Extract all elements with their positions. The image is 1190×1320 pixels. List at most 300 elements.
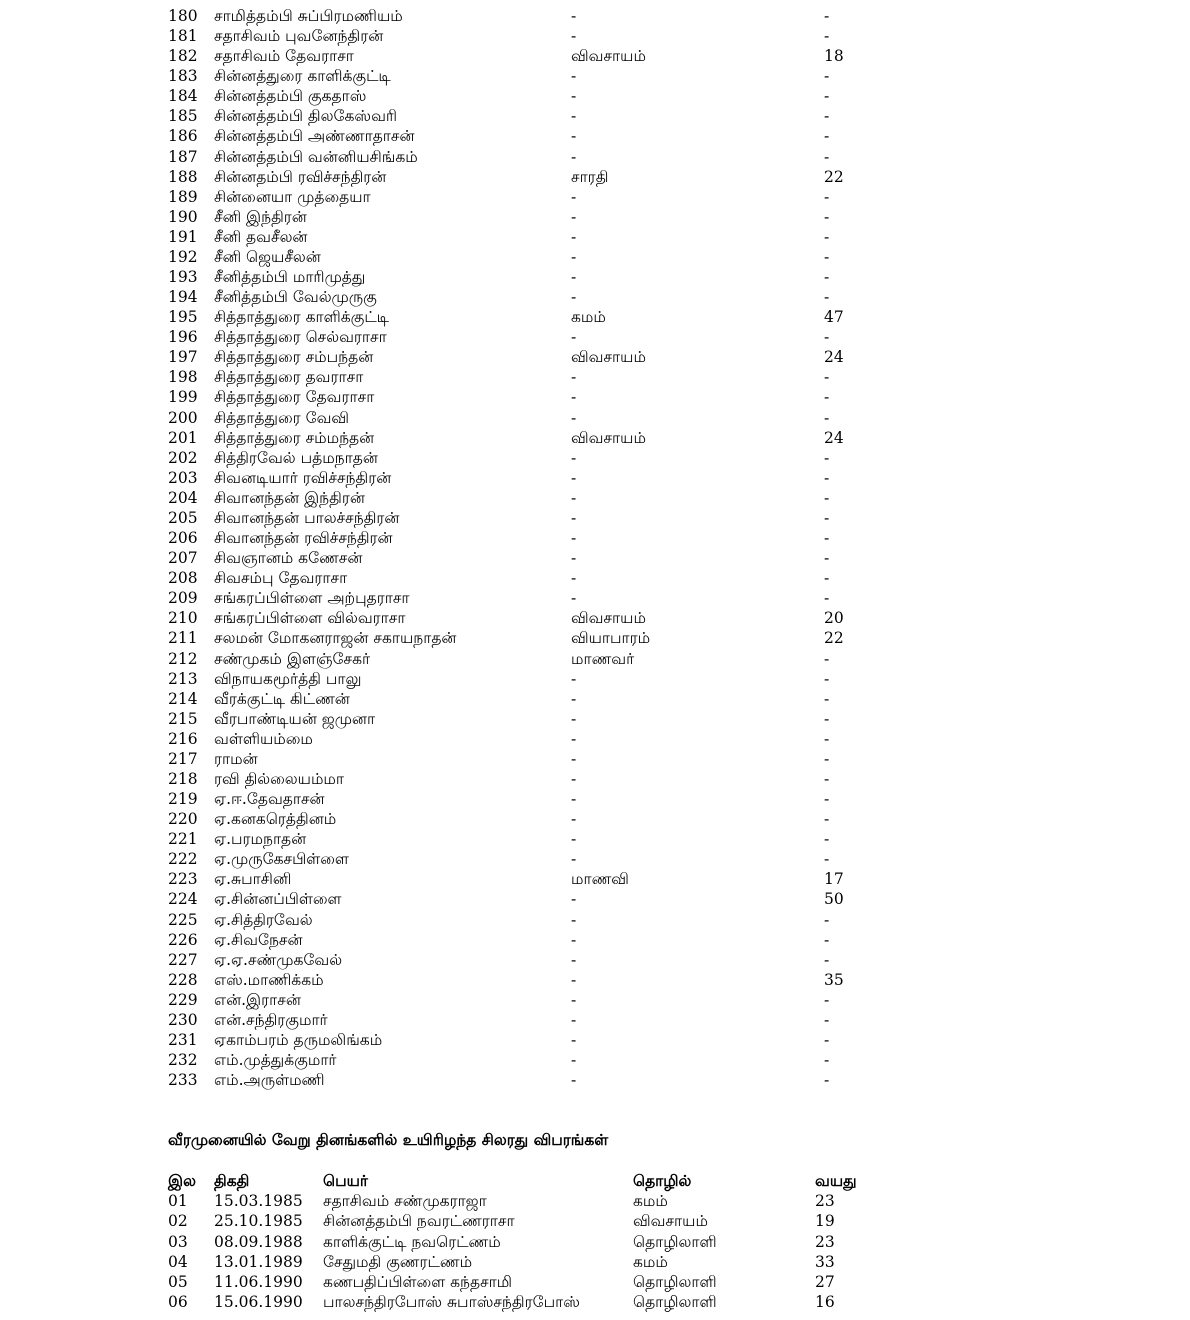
- entry-occupation: -: [571, 288, 577, 307]
- entry-age: -: [824, 669, 830, 688]
- entry-number: 192: [168, 247, 198, 266]
- entry-age: -: [824, 288, 830, 307]
- entry-occupation: -: [571, 689, 577, 708]
- row-age: 27: [815, 1272, 835, 1291]
- entry-occupation: -: [571, 589, 577, 608]
- entry-name: ஏகாம்பரம் தருமலிங்கம்: [214, 1030, 383, 1049]
- entry-name: என்.சந்திரகுமார்: [214, 1010, 328, 1029]
- entry-name: சித்தாத்துரை தேவராசா: [214, 388, 375, 407]
- entry-age: 24: [824, 348, 844, 367]
- entry-age: -: [824, 87, 830, 106]
- list-item: [0, 689, 1190, 709]
- entry-age: -: [824, 769, 830, 788]
- entry-name: ராமன்: [214, 749, 258, 768]
- list-item: [0, 930, 1190, 950]
- entry-age: -: [824, 689, 830, 708]
- row-number: 04: [168, 1252, 188, 1271]
- entry-number: 203: [168, 468, 198, 487]
- table-row: [0, 1272, 1190, 1292]
- list-item: [0, 187, 1190, 207]
- entry-name: சின்னத்தம்பி அண்ணாதாசன்: [214, 127, 415, 146]
- entry-age: 20: [824, 609, 844, 628]
- entry-name: சங்கரப்பிள்ளை வில்வராசா: [214, 609, 406, 628]
- entry-number: 228: [168, 970, 198, 989]
- entry-number: 186: [168, 127, 198, 146]
- entry-number: 219: [168, 790, 198, 809]
- entry-number: 217: [168, 749, 198, 768]
- entry-name: சித்தாத்துரை செல்வராசா: [214, 328, 387, 347]
- entry-occupation: -: [571, 930, 577, 949]
- entry-age: -: [824, 950, 830, 969]
- list-item: [0, 950, 1190, 970]
- header-occupation: தொழில்: [633, 1171, 692, 1190]
- entry-occupation: -: [571, 488, 577, 507]
- entry-number: 200: [168, 408, 198, 427]
- entry-occupation: -: [571, 508, 577, 527]
- entry-number: 231: [168, 1030, 198, 1049]
- list-item: [0, 889, 1190, 909]
- list-item: [0, 729, 1190, 749]
- entry-number: 208: [168, 569, 198, 588]
- entry-number: 193: [168, 268, 198, 287]
- entry-age: -: [824, 729, 830, 748]
- entry-name: சதாசிவம் புவனேந்திரன்: [214, 27, 384, 46]
- row-age: 33: [815, 1252, 835, 1271]
- entry-name: சீனி தவசீலன்: [214, 227, 308, 246]
- entry-occupation: -: [571, 408, 577, 427]
- entry-name: சித்தாத்துரை தவராசா: [214, 368, 364, 387]
- list-item: [0, 1050, 1190, 1070]
- list-item: [0, 548, 1190, 568]
- entry-age: -: [824, 247, 830, 266]
- entry-age: -: [824, 529, 830, 548]
- entry-age: 18: [824, 47, 844, 66]
- entry-name: ஏ.சிவநேசன்: [214, 930, 303, 949]
- list-item: [0, 588, 1190, 608]
- row-occupation: கமம்: [633, 1192, 668, 1211]
- list-item: [0, 709, 1190, 729]
- entry-name: சீனி ஜெயசீலன்: [214, 247, 321, 266]
- entry-number: 184: [168, 87, 198, 106]
- list-item: [0, 207, 1190, 227]
- entry-name: சீனித்தம்பி வேல்முருகு: [214, 288, 377, 307]
- entry-occupation: விவசாயம்: [571, 348, 646, 367]
- entry-occupation: -: [571, 1051, 577, 1070]
- list-item: [0, 227, 1190, 247]
- entry-age: -: [824, 328, 830, 347]
- row-name: காளிக்குட்டி நவரெட்ணம்: [323, 1232, 501, 1251]
- entry-occupation: -: [571, 729, 577, 748]
- entry-occupation: -: [571, 247, 577, 266]
- entry-name: சிவசம்பு தேவராசா: [214, 569, 348, 588]
- entry-occupation: -: [571, 769, 577, 788]
- header-date: திகதி: [214, 1171, 250, 1190]
- entry-number: 214: [168, 689, 198, 708]
- entry-age: -: [824, 147, 830, 166]
- entry-occupation: -: [571, 850, 577, 869]
- entry-age: -: [824, 1071, 830, 1090]
- entry-occupation: -: [571, 990, 577, 1009]
- entry-occupation: -: [571, 207, 577, 226]
- entry-occupation: -: [571, 127, 577, 146]
- table-row: [0, 1232, 1190, 1252]
- entry-age: -: [824, 749, 830, 768]
- row-age: 19: [815, 1212, 835, 1231]
- entry-occupation: -: [571, 950, 577, 969]
- entry-name: ஏ.ஏ.சண்முகவேல்: [214, 950, 343, 969]
- row-occupation: விவசாயம்: [633, 1212, 708, 1231]
- row-name: சதாசிவம் சண்முகராஜா: [323, 1192, 487, 1211]
- entry-number: 210: [168, 609, 198, 628]
- entry-name: சித்தாத்துரை வேவி: [214, 408, 350, 427]
- entry-number: 182: [168, 47, 198, 66]
- entry-age: -: [824, 27, 830, 46]
- entry-occupation: வியாபாரம்: [571, 629, 651, 648]
- list-item: [0, 789, 1190, 809]
- entry-name: எம்.முத்துக்குமார்: [214, 1051, 337, 1070]
- entry-occupation: விவசாயம்: [571, 47, 646, 66]
- list-item: [0, 408, 1190, 428]
- entry-name: சின்னையா முத்தையா: [214, 187, 371, 206]
- entry-occupation: -: [571, 187, 577, 206]
- entry-age: -: [824, 549, 830, 568]
- list-item: [0, 46, 1190, 66]
- list-item: [0, 327, 1190, 347]
- entry-name: வீரபாண்டியன் ஜமுனா: [214, 709, 376, 728]
- entry-occupation: -: [571, 87, 577, 106]
- entry-number: 209: [168, 589, 198, 608]
- entry-number: 229: [168, 990, 198, 1009]
- entry-number: 190: [168, 207, 198, 226]
- table-row: [0, 1252, 1190, 1272]
- entry-name: சீனி இந்திரன்: [214, 207, 307, 226]
- entry-name: ஏ.கனகரெத்தினம்: [214, 810, 337, 829]
- entry-age: -: [824, 127, 830, 146]
- entry-name: வீரக்குட்டி கிட்ணன்: [214, 689, 350, 708]
- entry-number: 201: [168, 428, 198, 447]
- list-item: [0, 86, 1190, 106]
- entry-age: -: [824, 569, 830, 588]
- entry-name: சித்தாத்துரை சம்பந்தன்: [214, 348, 374, 367]
- entry-name: எம்.அருள்மணி: [214, 1071, 325, 1090]
- entry-age: -: [824, 107, 830, 126]
- header-age: வயது: [815, 1171, 857, 1190]
- entry-number: 212: [168, 649, 198, 668]
- list-item: [0, 1010, 1190, 1030]
- row-occupation: தொழிலாளி: [633, 1232, 717, 1251]
- entry-name: சலமன் மோகனராஜன் சகாயநாதன்: [214, 629, 457, 648]
- entry-occupation: -: [571, 468, 577, 487]
- entry-occupation: -: [571, 227, 577, 246]
- entry-age: -: [824, 910, 830, 929]
- list-item: [0, 829, 1190, 849]
- entry-occupation: -: [571, 549, 577, 568]
- list-item: [0, 1030, 1190, 1050]
- entry-occupation: கமம்: [571, 308, 606, 327]
- list-item: [0, 869, 1190, 889]
- entry-age: -: [824, 589, 830, 608]
- entry-occupation: -: [571, 7, 577, 25]
- entry-age: 17: [824, 870, 844, 889]
- entry-name: சதாசிவம் தேவராசா: [214, 47, 354, 66]
- entry-occupation: விவசாயம்: [571, 609, 646, 628]
- entry-name: சித்திரவேல் பத்மநாதன்: [214, 448, 378, 467]
- entry-number: 227: [168, 950, 198, 969]
- entry-name: என்.இராசன்: [214, 990, 301, 1009]
- entry-number: 207: [168, 549, 198, 568]
- entry-name: சண்முகம் இளஞ்சேகர்: [214, 649, 371, 668]
- entry-name: சாமித்தம்பி சுப்பிரமணியம்: [214, 7, 403, 25]
- entry-name: சின்னத்துரை காளிக்குட்டி: [214, 67, 391, 86]
- entry-occupation: -: [571, 448, 577, 467]
- entry-name: சங்கரப்பிள்ளை அற்புதராசா: [214, 589, 410, 608]
- entry-age: -: [824, 488, 830, 507]
- entry-age: -: [824, 709, 830, 728]
- entry-name: ஏ.முருகேசபிள்ளை: [214, 850, 349, 869]
- entry-number: 183: [168, 67, 198, 86]
- entry-occupation: மாணவி: [571, 870, 629, 889]
- list-item: [0, 106, 1190, 126]
- entry-occupation: -: [571, 107, 577, 126]
- row-date: 08.09.1988: [214, 1232, 303, 1251]
- list-item: [0, 990, 1190, 1010]
- row-age: 16: [815, 1293, 835, 1312]
- entry-age: -: [824, 649, 830, 668]
- entry-number: 185: [168, 107, 198, 126]
- other-days-table: [0, 1171, 1190, 1312]
- entry-name: விநாயகமூர்த்தி பாலு: [214, 669, 362, 688]
- row-age: 23: [815, 1232, 835, 1251]
- entry-number: 206: [168, 529, 198, 548]
- entry-number: 225: [168, 910, 198, 929]
- list-item: [0, 147, 1190, 167]
- row-name: கணபதிப்பிள்ளை கந்தசாமி: [323, 1272, 513, 1291]
- entry-name: எஸ்.மாணிக்கம்: [214, 970, 324, 989]
- entry-number: 198: [168, 368, 198, 387]
- entry-age: -: [824, 227, 830, 246]
- entry-number: 216: [168, 729, 198, 748]
- list-item: [0, 287, 1190, 307]
- entry-number: 187: [168, 147, 198, 166]
- entry-name: சின்னத்தம்பி திலகேஸ்வரி: [214, 107, 398, 126]
- list-item: [0, 970, 1190, 990]
- entry-name: ஏ.ஈ.தேவதாசன்: [214, 790, 325, 809]
- entry-number: 221: [168, 830, 198, 849]
- entry-age: 47: [824, 308, 844, 327]
- entry-occupation: -: [571, 1071, 577, 1090]
- list-item: [0, 428, 1190, 448]
- entry-occupation: -: [571, 268, 577, 287]
- list-item: [0, 66, 1190, 86]
- entry-name: ஏ.சித்திரவேல்: [214, 910, 313, 929]
- entry-age: 22: [824, 167, 844, 186]
- row-date: 25.10.1985: [214, 1212, 303, 1231]
- entry-occupation: -: [571, 27, 577, 46]
- entry-occupation: -: [571, 328, 577, 347]
- entry-age: -: [824, 448, 830, 467]
- entry-age: -: [824, 388, 830, 407]
- list-item: [0, 508, 1190, 528]
- entry-number: 181: [168, 27, 198, 46]
- entry-name: சித்தாத்துரை சம்மந்தன்: [214, 428, 375, 447]
- entry-number: 211: [168, 629, 198, 648]
- entry-number: 222: [168, 850, 198, 869]
- entry-occupation: -: [571, 810, 577, 829]
- entry-age: -: [824, 1010, 830, 1029]
- entry-occupation: -: [571, 388, 577, 407]
- entry-occupation: -: [571, 749, 577, 768]
- entry-name: சின்னதம்பி ரவிச்சந்திரன்: [214, 167, 387, 186]
- entry-age: -: [824, 7, 830, 25]
- table-row: [0, 1191, 1190, 1211]
- entry-occupation: -: [571, 569, 577, 588]
- entry-number: 223: [168, 870, 198, 889]
- list-item: [0, 769, 1190, 789]
- table-header-row: [0, 1171, 1190, 1191]
- entry-number: 180: [168, 7, 198, 25]
- header-name: பெயர்: [323, 1171, 368, 1190]
- entry-name: சின்னத்தம்பி குகதாஸ்: [214, 87, 367, 106]
- entry-number: 226: [168, 930, 198, 949]
- list-item: [0, 448, 1190, 468]
- list-item: [0, 568, 1190, 588]
- list-item: [0, 628, 1190, 648]
- list-item: [0, 749, 1190, 769]
- entry-age: -: [824, 1051, 830, 1070]
- list-item: [0, 910, 1190, 930]
- entry-age: -: [824, 810, 830, 829]
- entry-name: ஏ.சுபாசினி: [214, 870, 292, 889]
- row-number: 01: [168, 1192, 188, 1211]
- entry-name: சிவஞானம் கணேசன்: [214, 549, 363, 568]
- entry-occupation: -: [571, 910, 577, 929]
- row-occupation: கமம்: [633, 1252, 668, 1271]
- row-name: சேதுமதி குணரட்ணம்: [323, 1252, 473, 1271]
- entry-occupation: -: [571, 368, 577, 387]
- list-item: [0, 809, 1190, 829]
- entry-age: -: [824, 207, 830, 226]
- list-item: [0, 387, 1190, 407]
- entry-number: 204: [168, 488, 198, 507]
- entry-age: 22: [824, 629, 844, 648]
- entry-age: 50: [824, 890, 844, 909]
- entry-occupation: மாணவர்: [571, 649, 635, 668]
- list-item: [0, 6, 1190, 26]
- entry-number: 224: [168, 890, 198, 909]
- entry-name: சிவனடியார் ரவிச்சந்திரன்: [214, 468, 392, 487]
- entry-age: -: [824, 468, 830, 487]
- entry-age: -: [824, 408, 830, 427]
- list-item: [0, 307, 1190, 327]
- entry-number: 189: [168, 187, 198, 206]
- entry-occupation: -: [571, 67, 577, 86]
- table-row: [0, 1292, 1190, 1312]
- entry-age: -: [824, 850, 830, 869]
- entry-age: -: [824, 67, 830, 86]
- entry-number: 195: [168, 308, 198, 327]
- entry-number: 199: [168, 388, 198, 407]
- entry-age: -: [824, 187, 830, 206]
- entry-age: -: [824, 508, 830, 527]
- list-item: [0, 26, 1190, 46]
- entry-occupation: -: [571, 1010, 577, 1029]
- row-name: பாலசந்திரபோஸ் சுபாஸ்சந்திரபோஸ்: [323, 1293, 580, 1312]
- entry-occupation: -: [571, 147, 577, 166]
- row-occupation: தொழிலாளி: [633, 1272, 717, 1291]
- list-item: [0, 528, 1190, 548]
- entry-occupation: -: [571, 669, 577, 688]
- entry-number: 188: [168, 167, 198, 186]
- entry-age: -: [824, 268, 830, 287]
- entry-name: சித்தாத்துரை காளிக்குட்டி: [214, 308, 389, 327]
- entry-number: 205: [168, 508, 198, 527]
- header-number: இல: [168, 1171, 196, 1190]
- row-number: 03: [168, 1232, 188, 1251]
- row-age: 23: [815, 1192, 835, 1211]
- entry-name: ஏ.பரமநாதன்: [214, 830, 307, 849]
- entry-name: வள்ளியம்மை: [214, 729, 313, 748]
- entry-age: -: [824, 930, 830, 949]
- entry-occupation: சாரதி: [571, 167, 609, 186]
- entry-occupation: -: [571, 970, 577, 989]
- list-item: [0, 468, 1190, 488]
- list-item: [0, 488, 1190, 508]
- row-date: 15.06.1990: [214, 1293, 303, 1312]
- entry-occupation: -: [571, 1030, 577, 1049]
- entry-number: 197: [168, 348, 198, 367]
- entry-number: 230: [168, 1010, 198, 1029]
- list-item: [0, 608, 1190, 628]
- row-number: 02: [168, 1212, 188, 1231]
- entry-number: 213: [168, 669, 198, 688]
- list-item: [0, 167, 1190, 187]
- entry-age: -: [824, 790, 830, 809]
- list-item: [0, 367, 1190, 387]
- list-item: [0, 849, 1190, 869]
- list-item: [0, 126, 1190, 146]
- entry-occupation: -: [571, 830, 577, 849]
- list-item: [0, 247, 1190, 267]
- list-item: [0, 347, 1190, 367]
- entry-number: 191: [168, 227, 198, 246]
- entry-number: 202: [168, 448, 198, 467]
- row-date: 11.06.1990: [214, 1272, 303, 1291]
- entry-number: 194: [168, 288, 198, 307]
- row-name: சின்னத்தம்பி நவரட்ணராசா: [323, 1212, 515, 1231]
- entry-occupation: -: [571, 709, 577, 728]
- entry-name: சிவானந்தன் இந்திரன்: [214, 488, 365, 507]
- list-item: [0, 1070, 1190, 1090]
- victim-list: [0, 6, 1190, 1090]
- entry-age: -: [824, 368, 830, 387]
- entry-number: 215: [168, 709, 198, 728]
- entry-number: 232: [168, 1051, 198, 1070]
- entry-number: 196: [168, 328, 198, 347]
- entry-occupation: -: [571, 890, 577, 909]
- entry-age: 35: [824, 970, 844, 989]
- entry-age: -: [824, 990, 830, 1009]
- entry-name: ஏ.சின்னப்பிள்ளை: [214, 890, 342, 909]
- row-number: 06: [168, 1293, 188, 1312]
- entry-occupation: -: [571, 529, 577, 548]
- list-item: [0, 649, 1190, 669]
- entry-number: 218: [168, 769, 198, 788]
- entry-name: சிவானந்தன் ரவிச்சந்திரன்: [214, 529, 393, 548]
- entry-name: ரவி தில்லையம்மா: [214, 769, 345, 788]
- entry-age: 24: [824, 428, 844, 447]
- entry-age: -: [824, 830, 830, 849]
- entry-age: -: [824, 1030, 830, 1049]
